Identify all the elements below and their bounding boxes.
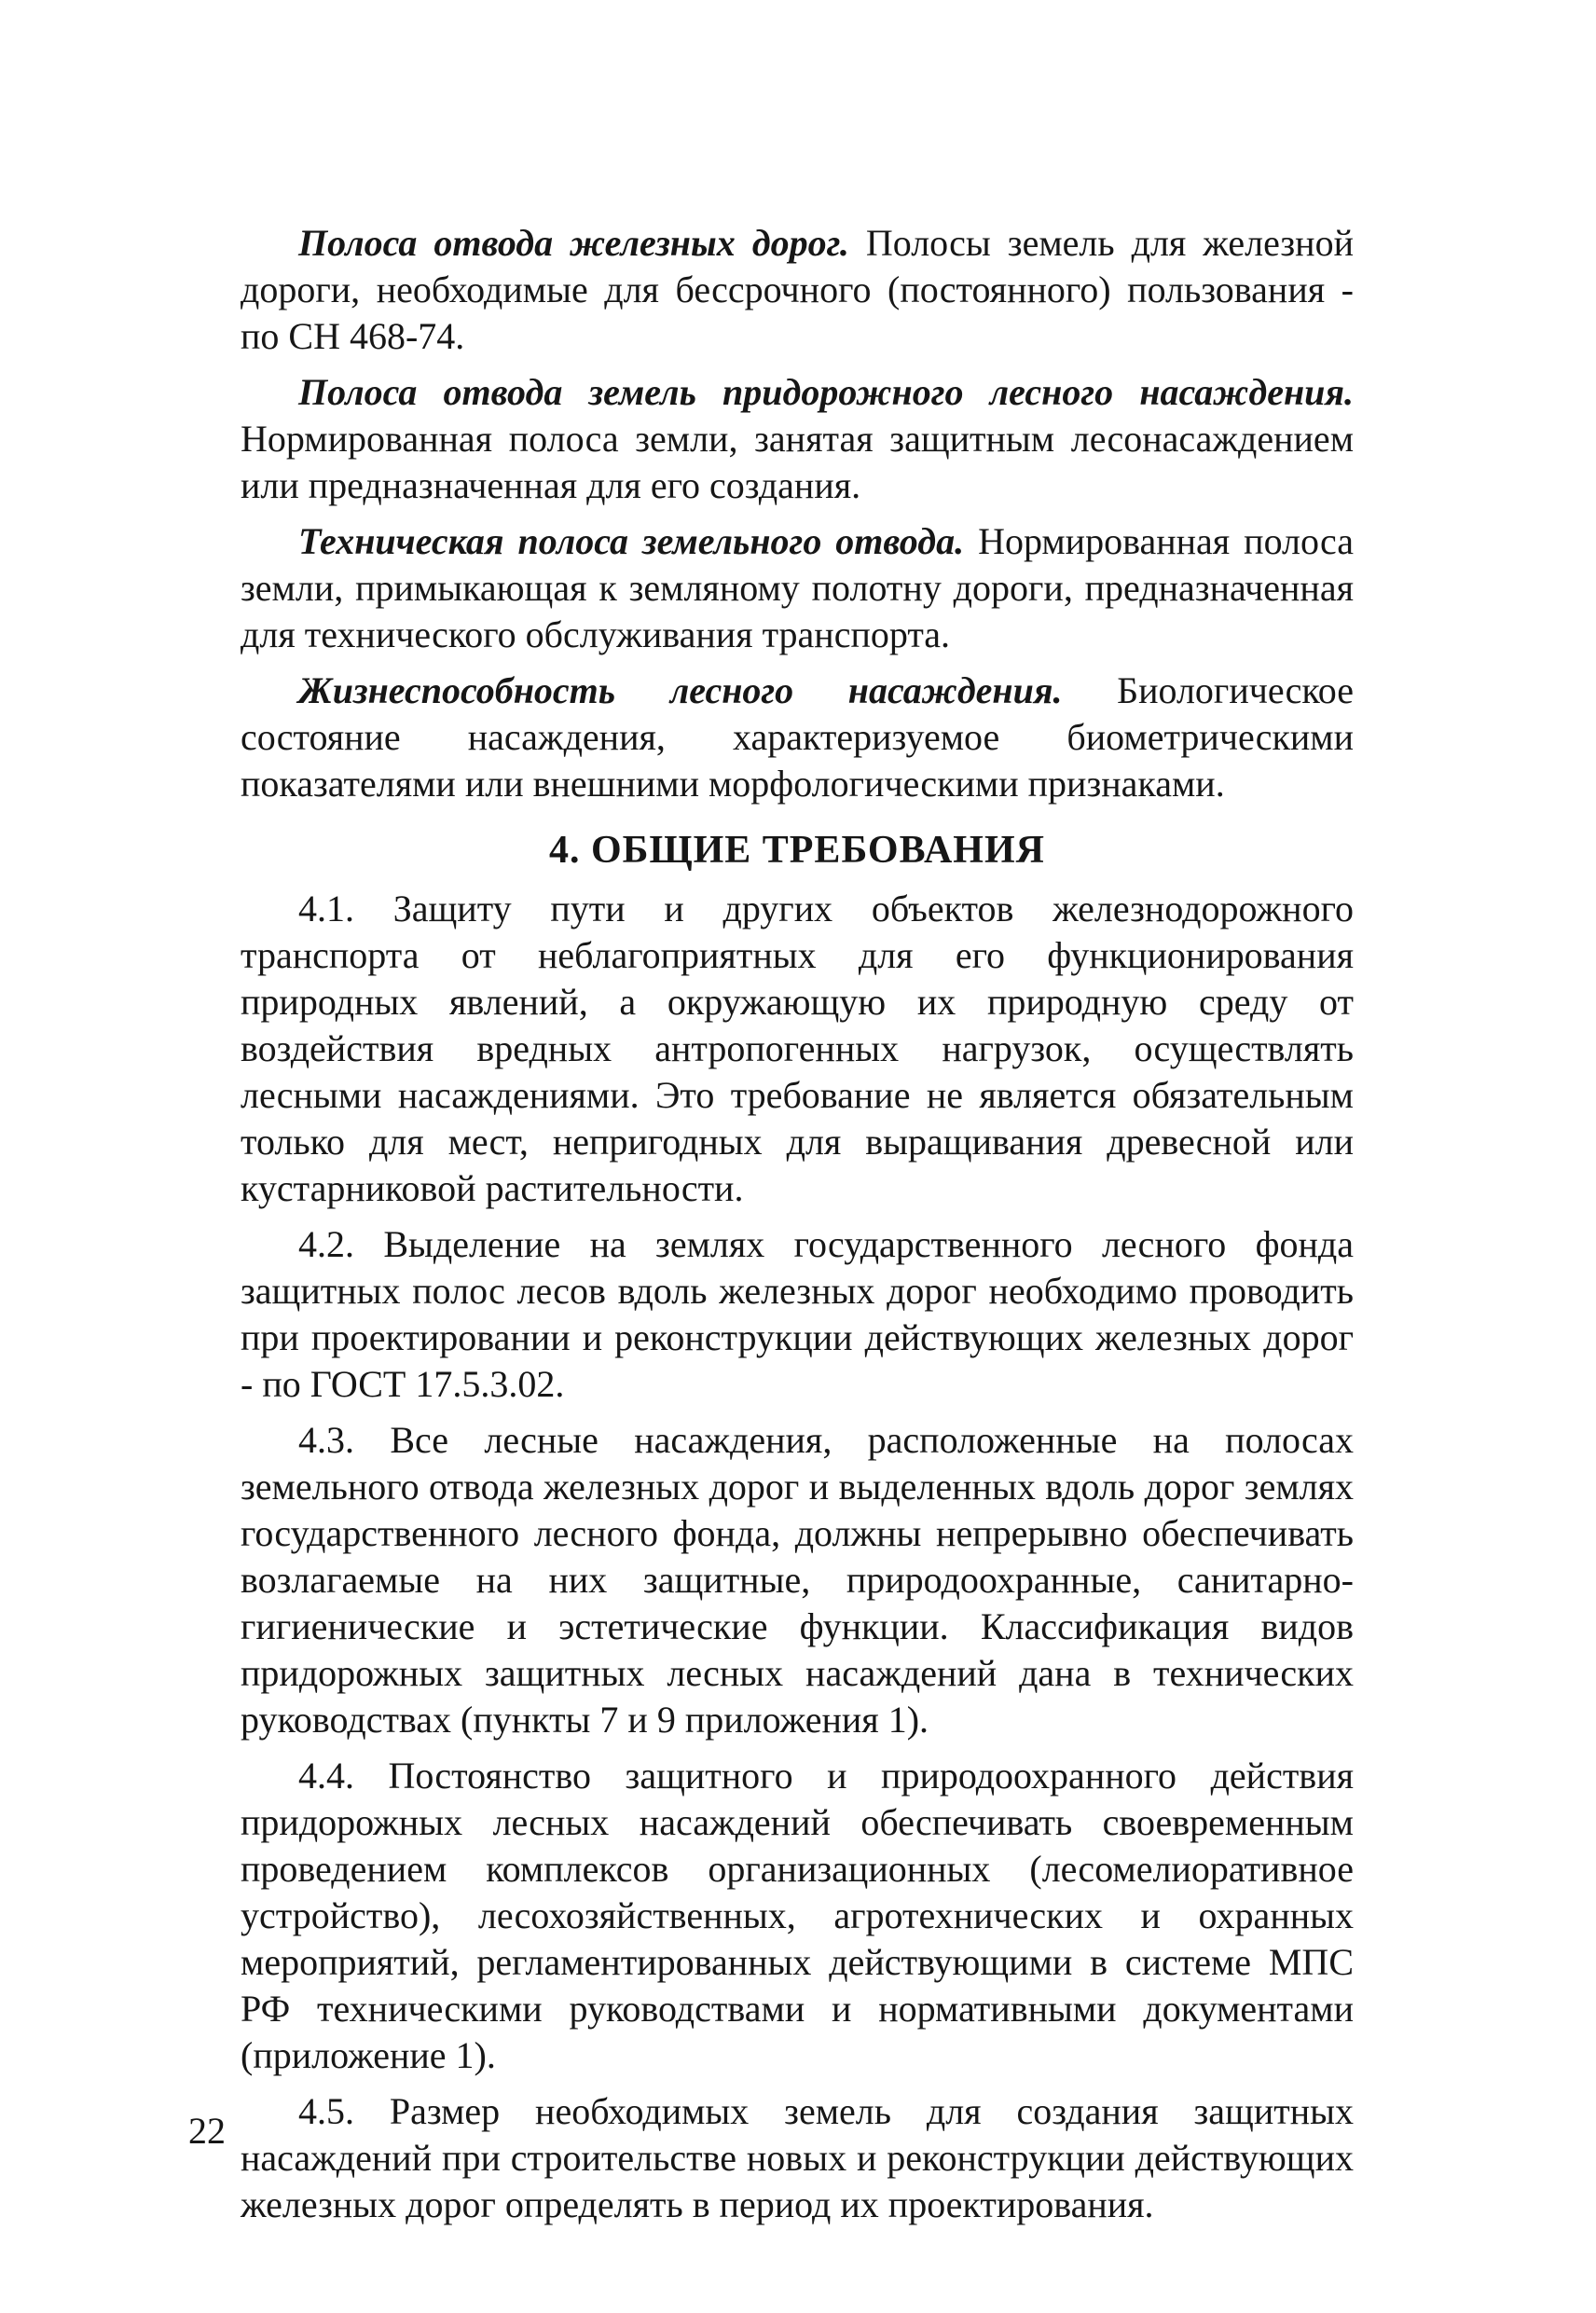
definition-text: Полосы земель для железной дороги, необходимые для бессрочного (постоянного) пользования - по СН 468-74. [241, 222, 1354, 357]
clause-4-5: 4.5. Размер необходимых земель для создания защитных насаждений при строительстве новых и реконструкции действующих железных дорог определять в период их проектирования. [241, 2090, 1354, 2225]
definition-viability [241, 668, 1354, 807]
definition-text: Биологическое состояние насаждения, характеризуемое биометрическими показателями или внешними морфологическими признаками. [241, 669, 1354, 805]
definition-roadside-forest-strip [241, 369, 1354, 509]
clause-4-3: 4.3. Все лесные насаждения, расположенные на полосах земельного отвода железных дорог и выделенных вдоль дорог землях государственного лесного фонда, должны непрерывно обеспечивать возлагаемые на них защитные, природоохранные, санитарно-гигиенические и эстетические функции. Классификация видов придорожных защитных лесных насаждений дана в технических руководствах (пункты 7 и 9 приложения 1). [241, 1419, 1354, 1741]
definition-term: Полоса отвода земель придорожного лесного насаждения. [298, 371, 1354, 413]
definition-term: Полоса отвода железных дорог. [298, 222, 849, 264]
definition-text: Нормированная полоса земли, примыкающая к земляному полотну дороги, предназначенная для технического обслуживания транспорта. [241, 520, 1354, 655]
section-title: 4. ОБЩИЕ ТРЕБОВАНИЯ [549, 829, 1045, 872]
definition-technical-strip [241, 518, 1354, 658]
document-page [241, 220, 1354, 2237]
definition-right-of-way [241, 220, 1354, 360]
definition-text: Нормированная полоса земли, занятая защитным лесонасаждением или предназначенная для его создания. [241, 418, 1354, 506]
page-number: 22 [188, 2110, 226, 2152]
definition-term: Техническая полоса земельного отвода. [298, 520, 965, 562]
clause-4-1: 4.1. Защиту пути и других объектов железнодорожного транспорта от неблагоприятных для его функционирования природных явлений, а окружающую их природную среду от воздействия вредных антропогенных нагрузок, осуществлять лесными насаждениями. Это требование не является обязательным только для мест, непригодных для выращивания древесной или кустарниковой растительности. [241, 888, 1354, 1209]
clause-4-4: 4.4. Постоянство защитного и природоохранного действия придорожных лесных насаждений обеспечивать своевременным проведением комплексов организационных (лесомелиоративное устройство), лесохозяйственных, агротехнических и охранных мероприятий, регламентированных действующими в системе МПС РФ техническими руководствами и нормативными документами (приложение 1). [241, 1755, 1354, 2076]
definition-term: Жизнеспособность лесного насаждения. [298, 669, 1063, 711]
clause-4-2: 4.2. Выделение на землях государственного лесного фонда защитных полос лесов вдоль железных дорог необходимо проводить при проектировании и реконструкции действующих железных дорог - по ГОСТ 17.5.3.02. [241, 1223, 1354, 1405]
